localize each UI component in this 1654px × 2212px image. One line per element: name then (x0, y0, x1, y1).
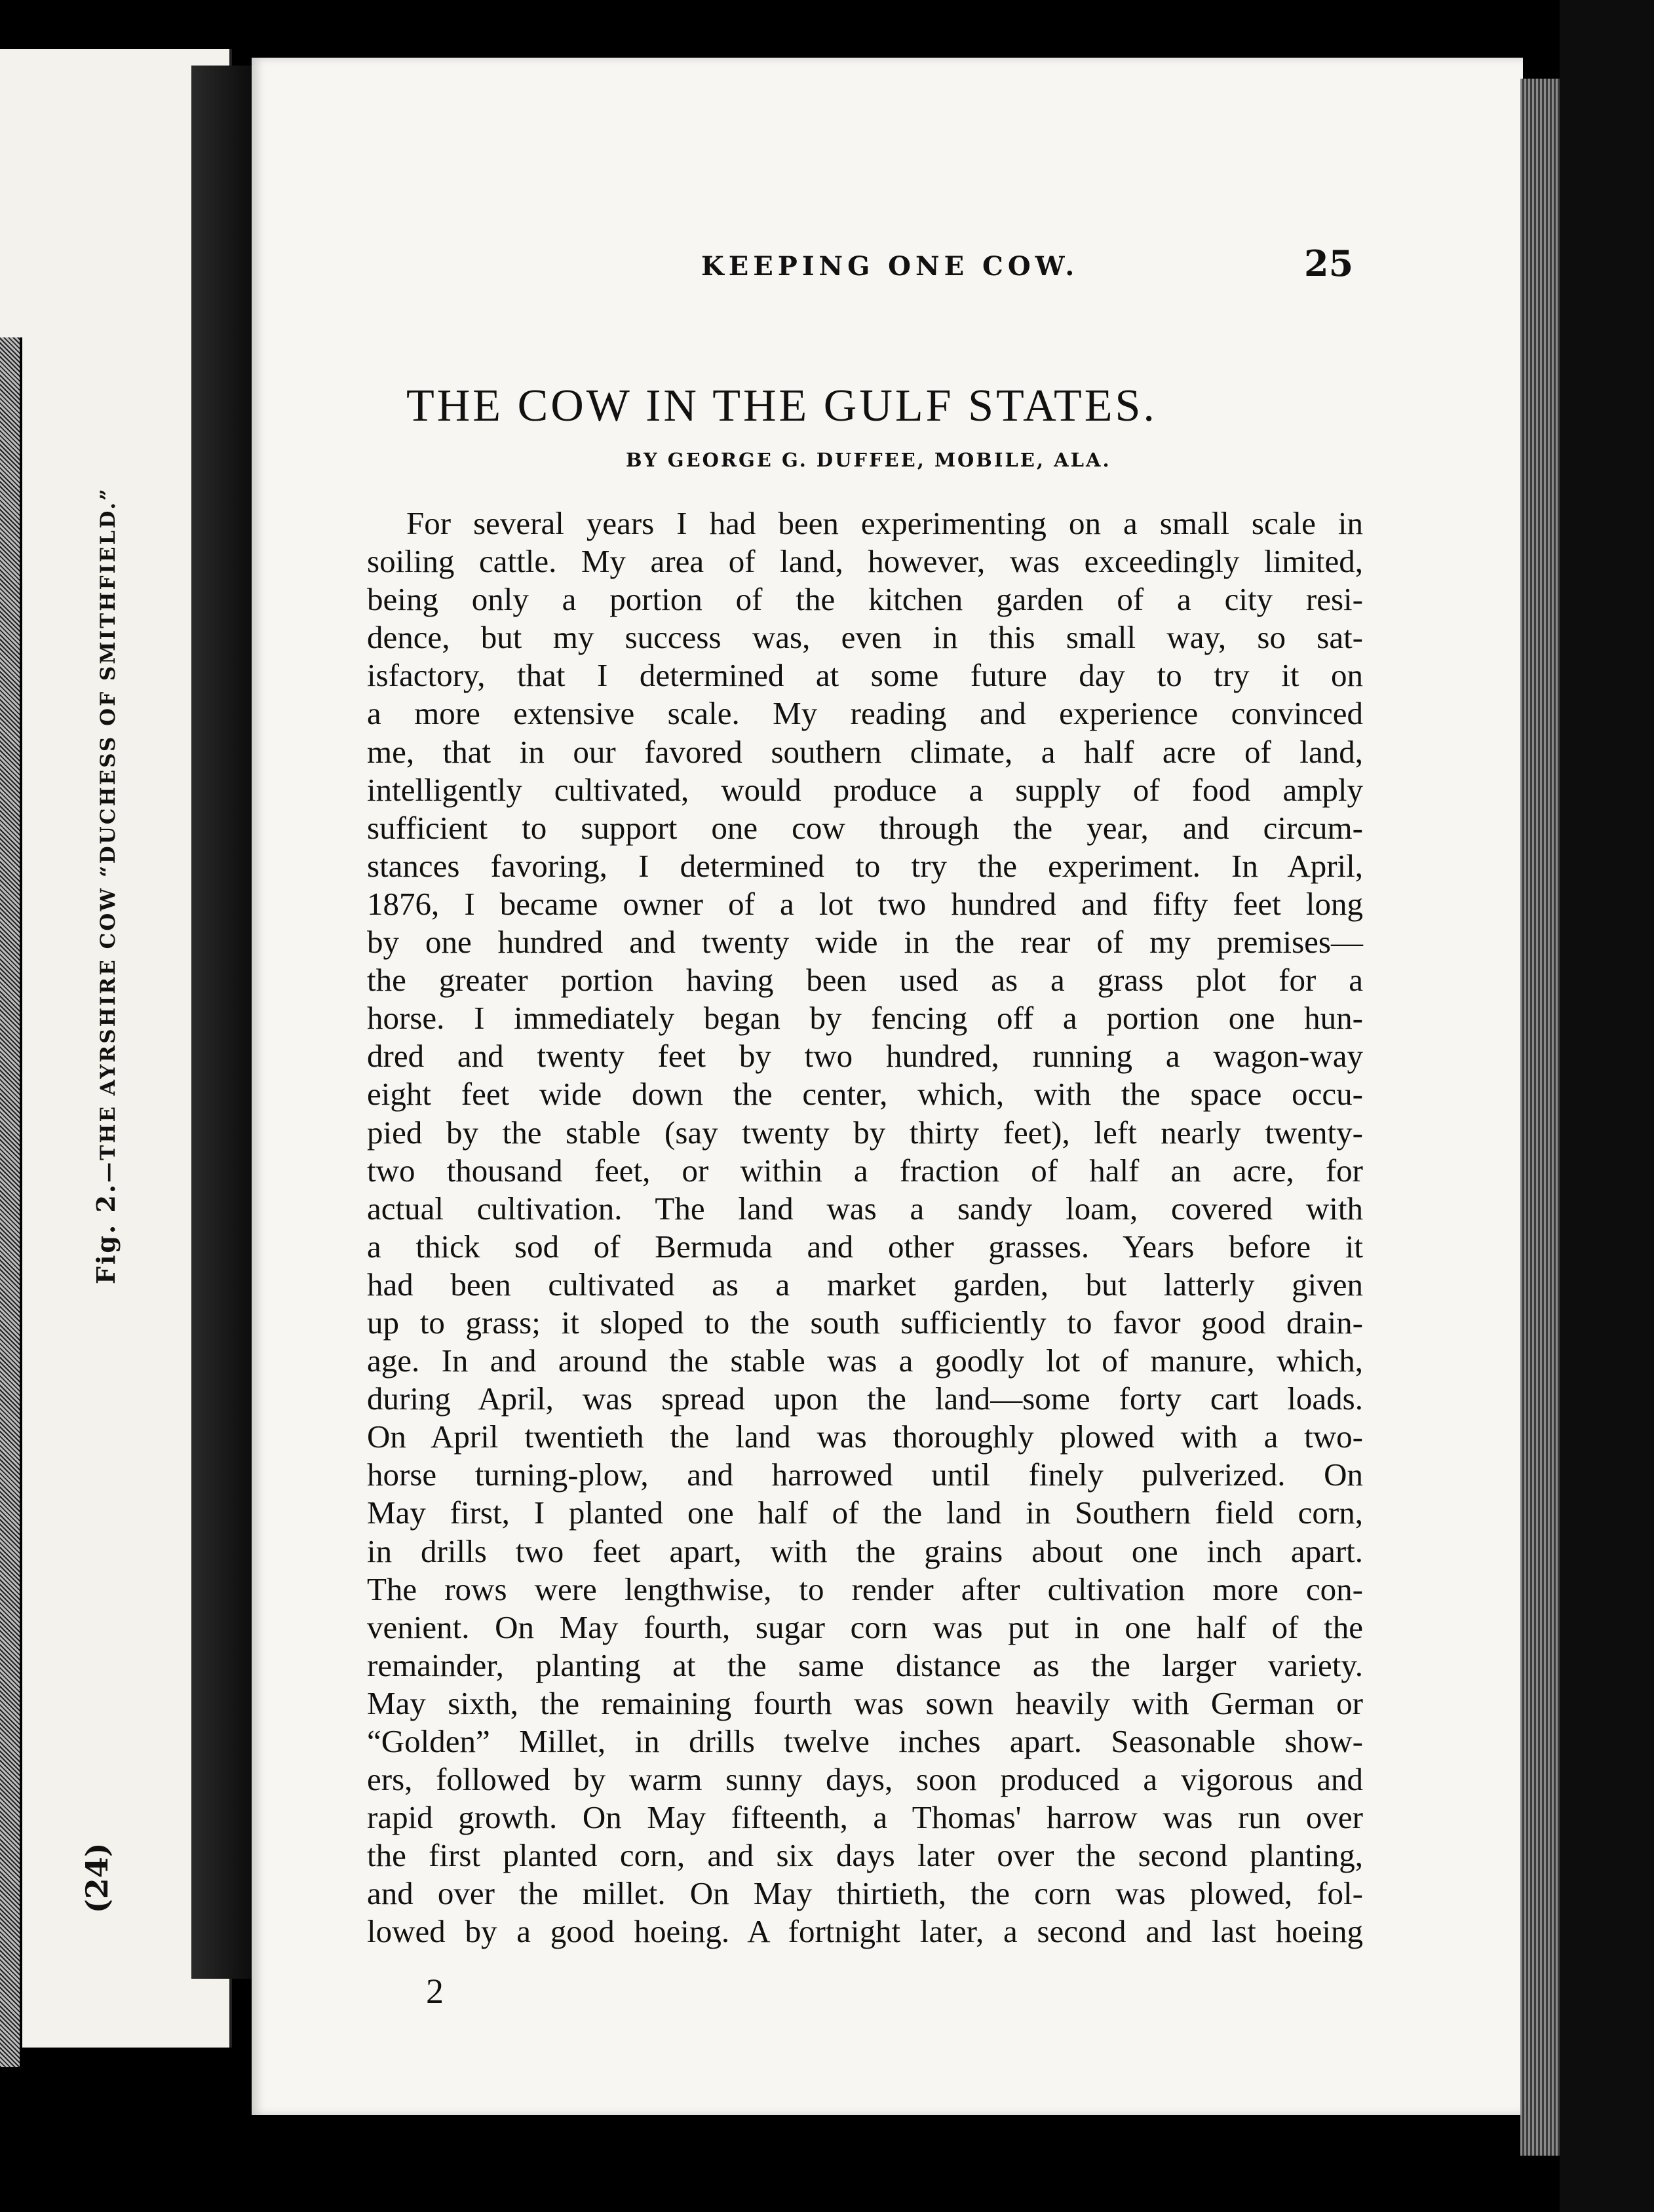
body-line: May first, I planted one half of the land in Southern field corn, (367, 1495, 1363, 1531)
body-line: age. In and around the stable was a goodly lot of manure, which, (367, 1343, 1363, 1379)
body-line: a more extensive scale. My reading and experience convinced (367, 695, 1363, 732)
body-line: the first planted corn, and six days later over the second planting, (367, 1837, 1363, 1874)
body-line: The rows were lengthwise, to render after cultivation more con- (367, 1571, 1363, 1607)
body-line: up to grass; it sloped to the south sufficiently to favor good drain- (367, 1304, 1363, 1341)
article-title: THE COW IN THE GULF STATES. (406, 381, 1157, 431)
body-line: 1876, I became owner of a lot two hundred and fifty feet long (367, 885, 1363, 922)
book-gutter (191, 66, 257, 1979)
body-line: venient. On May fourth, sugar corn was put in one half of the (367, 1609, 1363, 1645)
body-line: during April, was spread upon the land—some forty cart loads. (367, 1381, 1363, 1417)
previous-page-folio: (24) (79, 1842, 115, 1913)
body-line: ers, followed by warm sunny days, soon produced a vigorous and (367, 1761, 1363, 1798)
body-line: in drills two feet apart, with the grains about one inch apart. (367, 1533, 1363, 1569)
body-line: had been cultivated as a market garden, but latterly given (367, 1266, 1363, 1303)
page-number: 25 (1304, 242, 1354, 284)
body-line: “Golden” Millet, in drills twelve inches apart. Seasonable show- (367, 1723, 1363, 1759)
body-line: May sixth, the remaining fourth was sown heavily with German or (367, 1685, 1363, 1721)
body-line: rapid growth. On May fifteenth, a Thomas' harrow was run over (367, 1799, 1363, 1836)
body-line: me, that in our favored southern climate, a half acre of land, (367, 733, 1363, 770)
signature-mark: 2 (426, 1972, 444, 2011)
body-line: dence, but my success was, even in this small way, so sat- (367, 619, 1363, 656)
figure-label: Fig. 2. (91, 1182, 121, 1284)
body-line: and over the millet. On May thirtieth, the corn was plowed, fol- (367, 1875, 1363, 1912)
body-line: dred and twenty feet by two hundred, running a wagon-way (367, 1038, 1363, 1075)
body-line: by one hundred and twenty wide in the rear of my premises— (367, 924, 1363, 961)
figure-caption-text: —THE AYRSHIRE COW “DUCHESS OF SMITHFIELD.” (96, 487, 120, 1183)
body-line: pied by the stable (say twenty by thirty feet), left nearly twenty- (367, 1114, 1363, 1151)
body-line: the greater portion having been used as a grass plot for a (367, 962, 1363, 999)
page-edges (1520, 79, 1560, 2156)
body-line: actual cultivation. The land was a sandy loam, covered with (367, 1190, 1363, 1227)
article-byline: BY GEORGE G. DUFFEE, MOBILE, ALA. (626, 449, 1111, 471)
body-line: horse. I immediately began by fencing off a portion one hun- (367, 1000, 1363, 1037)
body-line: being only a portion of the kitchen garden of a city resi- (367, 581, 1363, 618)
engraving-illustration-edge (0, 337, 22, 2067)
body-line: eight feet wide down the center, which, with the space occu- (367, 1076, 1363, 1113)
body-line: isfactory, that I determined at some future day to try it on (367, 657, 1363, 694)
body-line: On April twentieth the land was thoroughly plowed with a two- (367, 1419, 1363, 1455)
body-line: lowed by a good hoeing. A fortnight later, a second and last hoeing (367, 1913, 1363, 1950)
body-line: stances favoring, I determined to try the experiment. In April, (367, 847, 1363, 884)
running-head: KEEPING ONE COW. (701, 251, 1079, 282)
body-line: a thick sod of Bermuda and other grasses. Years before it (367, 1228, 1363, 1265)
body-line: remainder, planting at the same distance as the larger variety. (367, 1647, 1363, 1683)
body-line: horse turning-plow, and harrowed until finely pulverized. On (367, 1457, 1363, 1493)
body-line: soiling cattle. My area of land, however, was exceedingly limited, (367, 543, 1363, 580)
body-line: sufficient to support one cow through the year, and circum- (367, 809, 1363, 846)
article-body (367, 505, 1363, 1951)
scan-background (1560, 0, 1654, 2212)
body-line: For several years I had been experimenting on a small scale in (406, 505, 1363, 541)
body-line: intelligently cultivated, would produce a supply of food amply (367, 771, 1363, 808)
body-line: two thousand feet, or within a fraction of half an acre, for (367, 1152, 1363, 1189)
figure-caption (73, 487, 139, 1284)
